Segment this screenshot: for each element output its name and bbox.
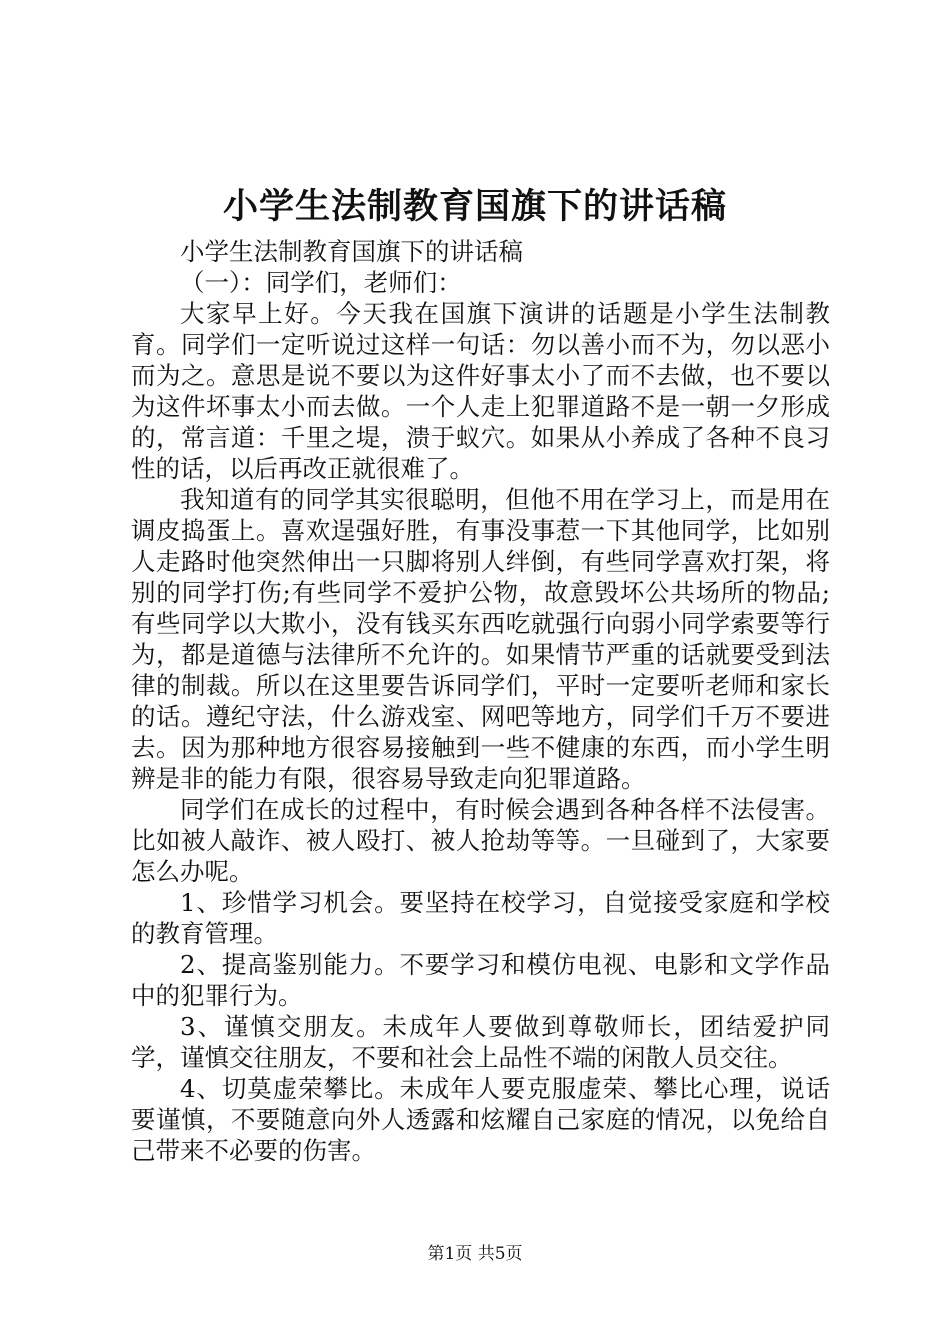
paragraph-salutation: （一）：同学们，老师们： (180, 268, 462, 297)
document-body (131, 236, 830, 1166)
paragraph-infringement: 同学们在成长的过程中，有时候会遇到各种各样不法侵害。比如被人敲诈、被人殴打、被人抢劫等等。一旦碰到了，大家要怎么办呢。 (131, 795, 830, 886)
paragraph-point-3: 3、谨慎交朋友。未成年人要做到尊敬师长，团结爱护同学，谨慎交往朋友，不要和社会上品性不端的闲散人员交往。 (131, 1012, 830, 1072)
paragraph-behavior: 我知道有的同学其实很聪明，但他不用在学习上，而是用在调皮捣蛋上。喜欢逞强好胜，有事没事惹一下其他同学，比如别人走路时他突然伸出一只脚将别人绊倒，有些同学喜欢打架，将别的同学打伤;有些同学不爱护公物，故意毁坏公共场所的物品;有些同学以大欺小，没有钱买东西吃就强行向弱小同学索要等行为，都是道德与法律所不允许的。如果情节严重的话就要受到法律的制裁。所以在这里要告诉同学们，平时一定要听老师和家长的话。遵纪守法，什么游戏室、网吧等地方，同学们千万不要进去。因为那种地方很容易接触到一些不健康的东西，而小学生明辨是非的能力有限，很容易导致走向犯罪道路。 (131, 485, 830, 793)
paragraph-point-4: 4、切莫虚荣攀比。未成年人要克服虚荣、攀比心理，说话要谨慎，不要随意向外人透露和炫耀自己家庭的情况，以免给自己带来不必要的伤害。 (131, 1074, 830, 1165)
paragraph-point-2: 2、提高鉴别能力。不要学习和模仿电视、电影和文学作品中的犯罪行为。 (131, 950, 830, 1010)
page-number-footer: 第1页 共5页 (427, 1244, 523, 1264)
paragraph-subtitle: 小学生法制教育国旗下的讲话稿 (180, 237, 523, 266)
paragraph-point-1: 1、珍惜学习机会。要坚持在校学习，自觉接受家庭和学校的教育管理。 (131, 888, 830, 948)
document-title: 小学生法制教育国旗下的讲话稿 (222, 186, 727, 227)
paragraph-intro: 大家早上好。今天我在国旗下演讲的话题是小学生法制教育。同学们一定听说过这样一句话：勿以善小而不为，勿以恶小而为之。意思是说不要以为这件好事太小了而不去做，也不要以为这件坏事太小而去做。一个人走上犯罪道路不是一朝一夕形成的，常言道：千里之堤，溃于蚁穴。如果从小养成了各种不良习性的话，以后再改正就很难了。 (131, 299, 830, 483)
